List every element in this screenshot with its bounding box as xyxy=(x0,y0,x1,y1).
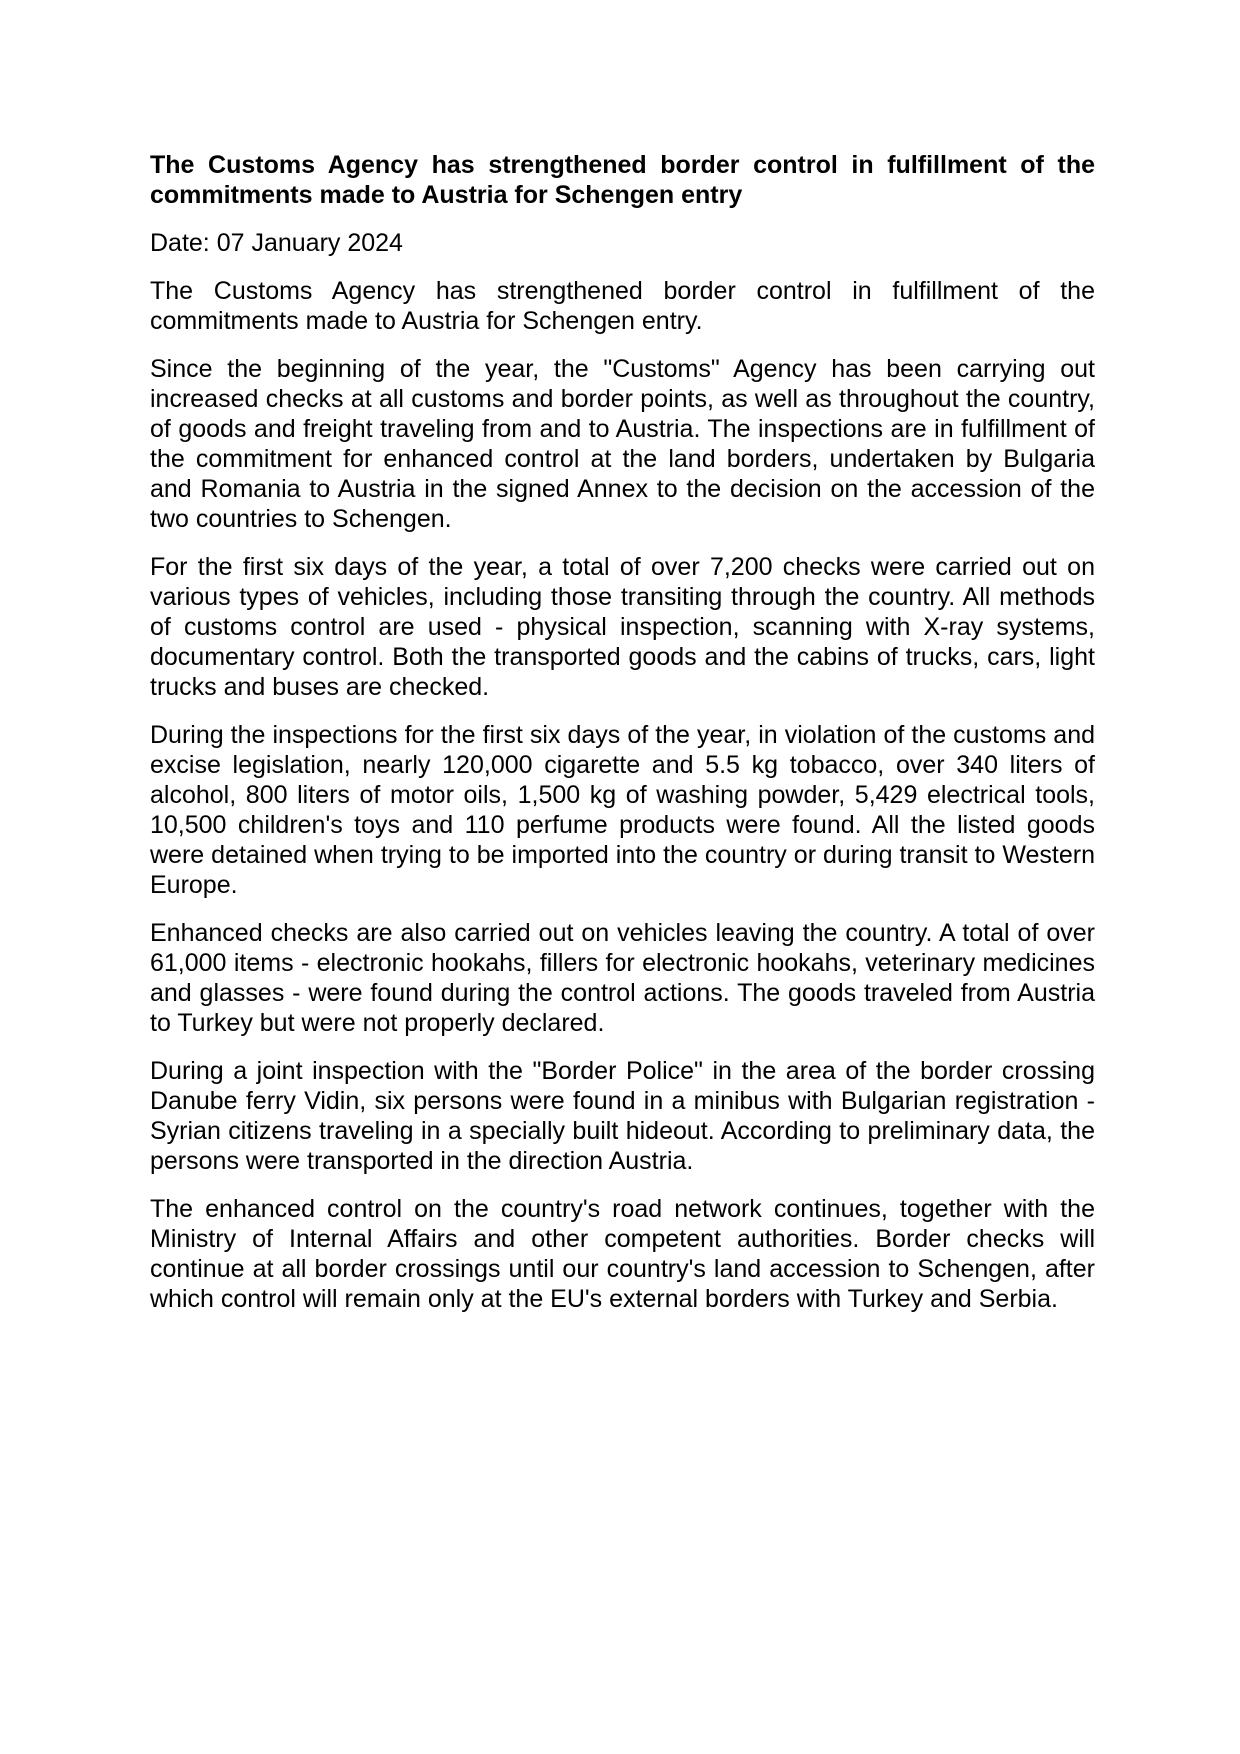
paragraph-outbound-checks: Enhanced checks are also carried out on vehicles leaving the country. A total of over 61,000 items - electronic hookahs, fillers for electronic hookahs, veterinary medicines and glasses - were found during the control actions. The goods traveled from Austria to Turkey but were not properly declared. xyxy=(150,919,1095,1037)
paragraph-border-police-inspection: During a joint inspection with the "Border Police" in the area of the border crossing Danube ferry Vidin, six persons were found in a minibus with Bulgarian registration - Syrian citizens traveling in a specially built hideout. According to preliminary data, the persons were transported in the direction Austria. xyxy=(150,1057,1095,1175)
date-line: Date: 07 January 2024 xyxy=(150,229,403,257)
paragraph-intro: The Customs Agency has strengthened border control in fulfillment of the commitments made to Austria for Schengen entry. xyxy=(150,277,1095,335)
paragraph-continued-control: The enhanced control on the country's road network continues, together with the Ministry of Internal Affairs and other competent authorities. Border checks will continue at all border crossings until our country's land accession to Schengen, after which control will remain only at the EU's external borders with Turkey and Serbia. xyxy=(150,1195,1095,1313)
paragraph-seized-goods: During the inspections for the first six days of the year, in violation of the customs and excise legislation, nearly 120,000 cigarette and 5.5 kg tobacco, over 340 liters of alcohol, 800 liters of motor oils, 1,500 kg of washing powder, 5,429 electrical tools, 10,500 children's toys and 110 perfume products were found. All the listed goods were detained when trying to be imported into the country or during transit to Western Europe. xyxy=(150,721,1095,899)
document-title: The Customs Agency has strengthened border control in fulfillment of the commitments made to Austria for Schengen entry xyxy=(150,151,1095,209)
document-content xyxy=(150,150,1095,1332)
paragraph-checks-count: For the first six days of the year, a total of over 7,200 checks were carried out on various types of vehicles, including those transiting through the country. All methods of customs control are used - physical inspection, scanning with X-ray systems, documentary control. Both the transported goods and the cabins of trucks, cars, light trucks and buses are checked. xyxy=(150,553,1095,701)
paragraph-increased-checks: Since the beginning of the year, the "Customs" Agency has been carrying out increased checks at all customs and border points, as well as throughout the country, of goods and freight traveling from and to Austria. The inspections are in fulfillment of the commitment for enhanced control at the land borders, undertaken by Bulgaria and Romania to Austria in the signed Annex to the decision on the accession of the two countries to Schengen. xyxy=(150,355,1095,533)
